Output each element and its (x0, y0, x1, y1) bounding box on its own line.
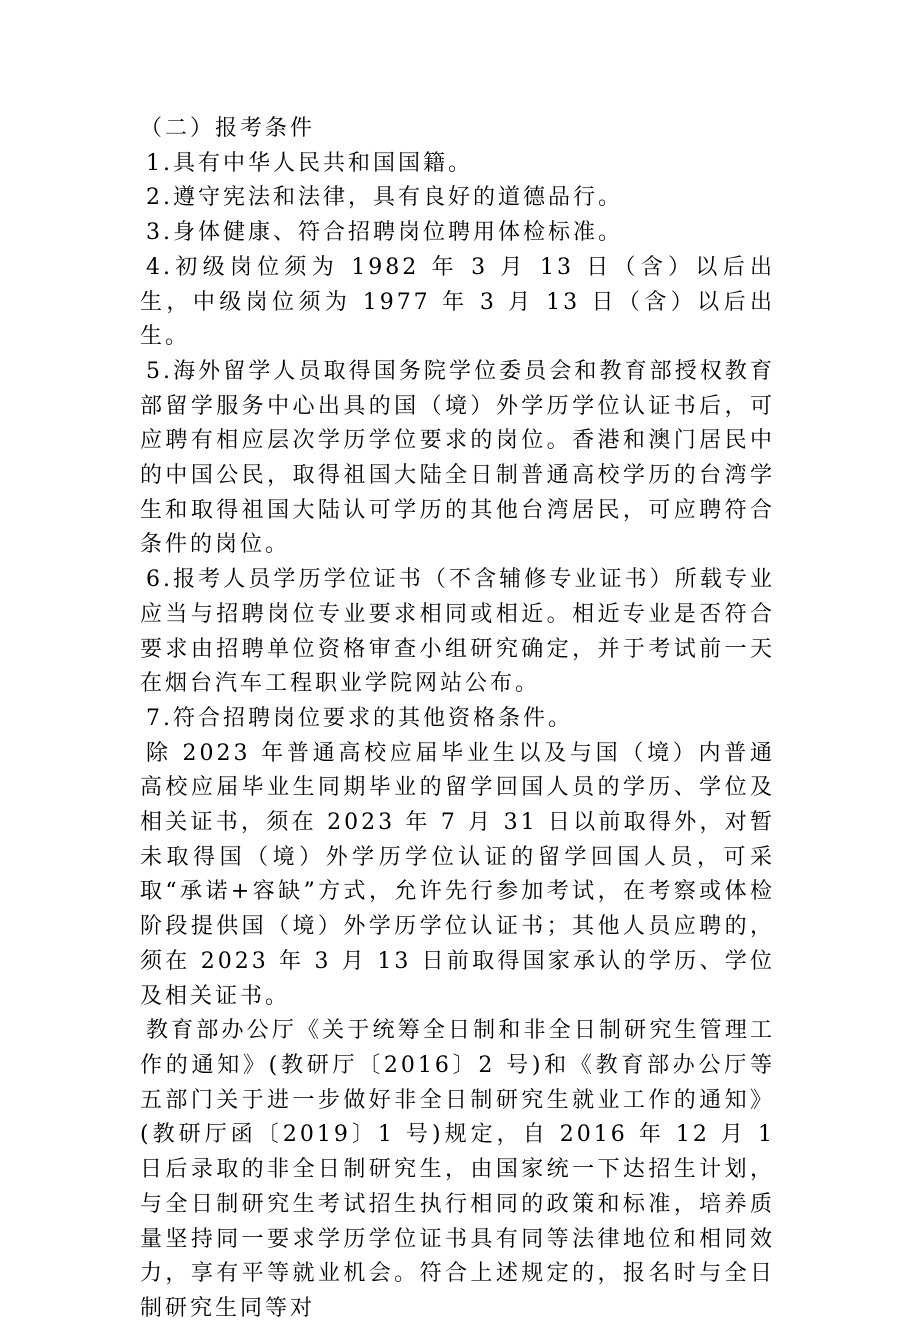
paragraph-item-2: 2.遵守宪法和法律，具有良好的道德品行。 (146, 185, 623, 211)
paragraph-graduate-deadline: 除 2023 年普通高校应届毕业生以及与国（境）内普通高校应届毕业生同期毕业的留学回国人员的学历、学位及相关证书，须在 2023 年 7 月 31 日以前取得外，对暂未取得国（境）外学历学位认证的留学回国人员，可采取“承诺+容缺”方式，允许先行参加考试，在考察或体检阶段提供国（境）外学历学位认证书；其他人员应聘的，须在 2023 年 3 月 13 日前取得国家承认的学历、学位及相关证书。 (140, 740, 775, 1009)
paragraph-item-3: 3.身体健康、符合招聘岗位聘用体检标准。 (146, 220, 623, 246)
document-page (140, 112, 775, 1327)
paragraph-item-5: 5.海外留学人员取得国务院学位委员会和教育部授权教育部留学服务中心出具的国（境）外学历学位认证书后，可应聘有相应层次学历学位要求的岗位。香港和澳门居民中的中国公民，取得祖国大陆全日制普通高校学历的台湾学生和取得祖国大陆认可学历的其他台湾居民，可应聘符合条件的岗位。 (140, 358, 775, 558)
section-heading: （二）报考条件 (140, 116, 316, 141)
paragraph-item-4: 4.初级岗位须为 1982 年 3 月 13 日（含）以后出生，中级岗位须为 1977 年 3 月 13 日（含）以后出生。 (140, 254, 775, 350)
paragraph-item-6: 6.报考人员学历学位证书（不含辅修专业证书）所载专业应当与招聘岗位专业要求相同或相近。相近专业是否符合要求由招聘单位资格审查小组研究确定，并于考试前一天在烟台汽车工程职业学院网站公布。 (140, 567, 775, 697)
paragraph-item-7: 7.符合招聘岗位要求的其他资格条件。 (146, 705, 573, 731)
paragraph-part-time-graduate-policy: 教育部办公厅《关于统筹全日制和非全日制研究生管理工作的通知》(教研厅〔2016〕2 号)和《教育部办公厅等五部门关于进一步做好非全日制研究生就业工作的通知》(教研厅函〔2019〕1 号)规定，自 2016 年 12 月 1 日后录取的非全日制研究生，由国家统一下达招生计划，与全日制研究生考试招生执行相同的政策和标准，培养质量坚持同一要求学历学位证书具有同等法律地位和相同效力，享有平等就业机会。符合上述规定的，报名时与全日制研究生同等对 (140, 1018, 775, 1321)
paragraph-item-1: 1.具有中华人民共和国国籍。 (146, 150, 473, 176)
